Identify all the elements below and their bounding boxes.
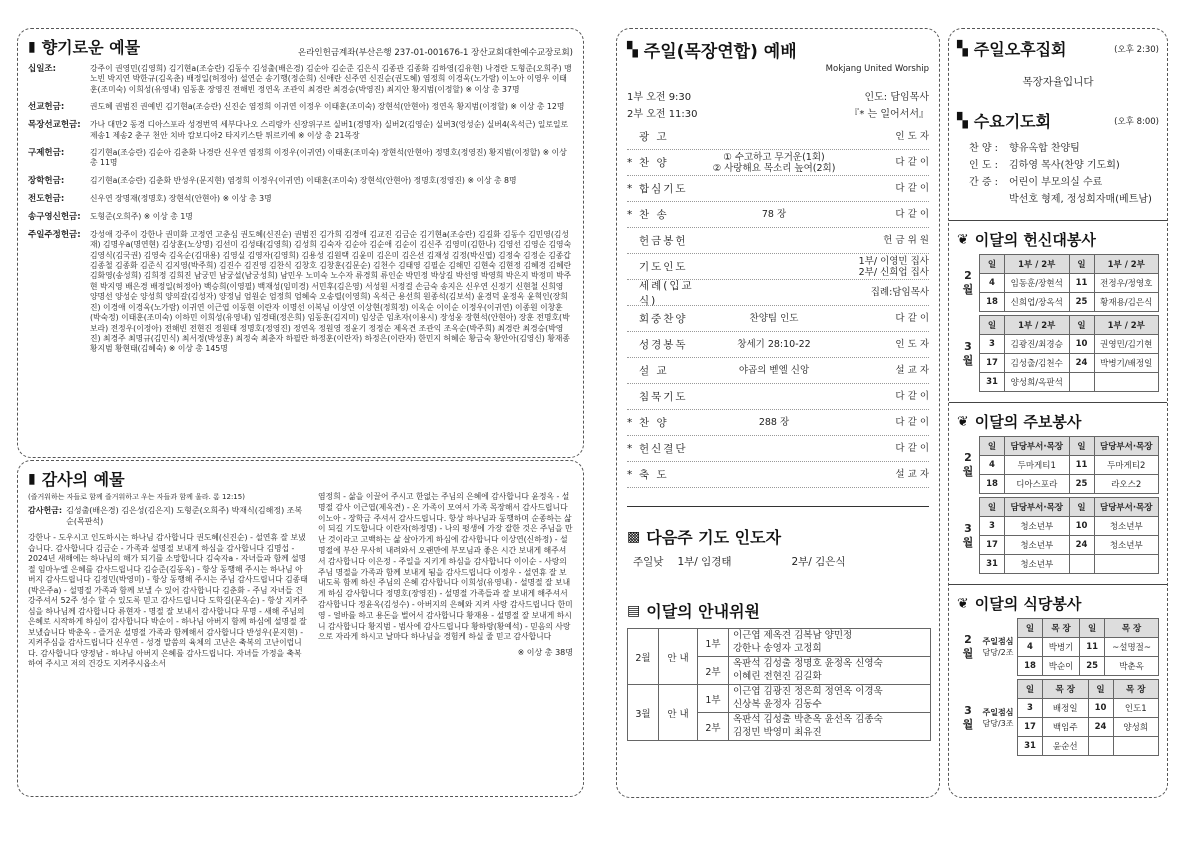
order-name: 헌금봉헌 [639,235,688,247]
order-right: 다 같 이 [895,157,929,168]
next-prayer-p2: 2부/ 김은식 [791,556,846,568]
wed-key: 찬 양 : [969,143,999,154]
dedication-title-wrap [957,229,1159,250]
offering-section [28,230,573,355]
duty-row [1018,638,1159,657]
order-row [627,306,929,332]
offerings-list [28,64,573,355]
duty-cell: 4 [1018,638,1043,657]
duty-sub-team: 담당/3조 [982,718,1014,728]
duty-cell: 청소년부 [1005,555,1070,574]
duty-header-cell: 일 [1088,680,1113,699]
order-name: 광 고 [639,131,669,143]
worship-order [627,124,929,488]
duty-cell: 4 [980,456,1005,475]
duty-header-cell: 일 [1018,680,1043,699]
offering-label: 장학헌금: [28,175,65,186]
duty-cell: 31 [980,555,1005,574]
square-dots-icon: ▚ [627,41,638,58]
dedication-title: 이달의 헌신대봉사 [974,231,1096,249]
bulletin-mar-block [957,497,1159,574]
duty-cell: 두마게티1 [1005,456,1070,475]
stripes-icon: ▤ [627,602,641,619]
duty-cell: 10 [1069,335,1094,354]
offering-label: 주일주정헌금: [28,229,81,240]
duty-cell [1113,737,1159,756]
wednesday-title: 수요기도회 [973,112,1052,131]
duty-cell: 18 [980,475,1005,494]
duty-table [979,254,1159,312]
guide-role: 안 내 [659,685,698,741]
month-label: 2 월 [962,451,974,478]
duty-header-cell: 일 [1069,316,1094,335]
duty-header-cell: 일 [1018,619,1043,638]
guide-part: 1부 [698,629,729,657]
duty-row [980,536,1159,555]
duty-header-cell: 일 [1080,619,1105,638]
order-right: 다 같 이 [895,417,929,428]
order-mid: ① 수고하고 무거운(1회) ② 사랑해요 목소리 높여(2회) [712,151,836,174]
duty-row [1018,737,1159,756]
wed-key: 인 도 : [969,160,999,171]
wed-line [969,174,1159,191]
afternoon-time: (오후 2:30) [1114,44,1159,55]
duty-cell: 24 [1069,354,1094,373]
offerings-title: 향기로운 예물 [41,38,141,57]
order-row [627,358,929,384]
order-row [627,332,929,358]
duty-cell: 청소년부 [1005,517,1070,536]
order-name: 세례(입교식) [639,279,694,307]
duty-header-cell: 1부 / 2부 [1005,255,1070,274]
order-star: * [627,208,633,221]
bulletin-title-wrap [957,411,1159,432]
flower-icon: ❦ [957,231,969,248]
duty-cell: 17 [980,354,1005,373]
kitchen-mar-block [957,679,1159,756]
offering-names: 가나 대만2 동경 디아스포라 성경번역 세부다나오 스리랑카 신장위구르 실버1(경명자) 실버2(김영순) 실버3(엉성순) 실버4(옥석근) 일로일로 제송1 제송2 춘구 천안 치바 캄보디아2 타지키스탄 튀르키예 ※ 이상 총 21목장 [90,120,569,140]
order-star: * [627,416,633,429]
duty-cell [1088,737,1113,756]
offerings-panel [17,28,584,458]
duty-header-cell: 일 [980,437,1005,456]
duty-cell: 김광진/최경승 [1005,335,1070,354]
duty-header-cell: 목 장 [1105,619,1159,638]
bulletin-feb-block [957,436,1159,494]
offering-names: 도형준(오희주) ※ 이상 총 1명 [90,211,193,221]
next-prayer-p1: 1부/ 임경태 [677,556,732,568]
offering-section [28,194,573,205]
duty-row [1018,657,1159,676]
order-right: 인 도 자 [895,131,929,142]
guides-table [627,628,931,741]
duty-header-cell: 일 [1069,255,1094,274]
order-right: 다 같 이 [895,443,929,454]
duty-header-cell: 담당부서·목장 [1094,498,1159,517]
wed-line [969,157,1159,174]
offering-section [28,148,573,169]
duty-table [979,315,1159,392]
worship-title-wrap [627,37,929,62]
offering-label: 송구영신헌금: [28,211,81,222]
order-name: 찬 송 [639,209,669,221]
order-star: * [627,442,633,455]
duty-header [980,437,1159,456]
guide-month: 2월 [628,629,659,685]
month-label: 3 월 [962,339,974,367]
duty-cell: 3 [980,517,1005,536]
order-right: 집례:담임목사 [870,287,929,298]
guide-names: 옥판석 김성출 정명호 윤정옥 신영숙 이혜린 전현진 김길화 [729,657,931,685]
dedication-mar-block [957,315,1159,392]
duty-cell [1094,555,1159,574]
guide-names: 옥판석 김성출 박춘옥 윤선옥 김종숙 김정민 박영미 최유진 [729,713,931,741]
duty-cell: 박병기 [1043,638,1080,657]
guide-names: 이근엽 제옥견 김복남 양민정 강한나 송영자 고정희 [729,629,931,657]
order-mid: 288 장 [758,417,790,428]
order-name: 성경봉독 [639,339,688,351]
kitchen-tables [957,618,1159,756]
thanks-total: ※ 이상 총 38명 [517,648,573,658]
duty-row [980,293,1159,312]
guide-part: 1부 [698,685,729,713]
duty-cell: 3 [980,335,1005,354]
duty-cell: 배정일 [1043,699,1089,718]
order-star: * [627,182,633,195]
order-name: 기도인도 [639,261,688,273]
order-right: 헌 금 위 원 [883,235,929,246]
offering-names: 김기현a(조승란) 김춘화 반성우(문지현) 염정희 이정우(이귀연) 이태훈(조미숙) 장현석(안현아) 정명호(정영진) ※ 이상 총 8명 [90,175,517,185]
duty-header-cell: 일 [980,255,1005,274]
guide-part: 2부 [698,713,729,741]
duty-row [980,555,1159,574]
duty-sub-label: 주일점심 [982,707,1014,717]
order-right: 설 교 자 [895,469,929,480]
duty-header-cell: 1부 / 2부 [1005,316,1070,335]
wed-value: 김하영 목사(찬양 기도회) [1009,160,1120,171]
duty-cell: 31 [980,373,1005,392]
order-star: * [627,468,633,481]
offering-names: 김기현a(조승란) 김순아 김춘화 나경란 신우연 염정희 이정우(이귀연) 이태훈(조미숙) 장현석(안현아) 정명호(정영진) 황지범(이정할) ※ 이상 총 11명 [90,148,567,168]
wednesday-title-wrap [957,109,1051,132]
duty-table [979,497,1159,574]
worship-subtitle: Mokjang United Worship [825,64,929,74]
thanks-title: 감사의 예물 [41,470,125,489]
dedication-tables [957,254,1159,392]
dedication-feb-block [957,254,1159,312]
guide-month: 3월 [628,685,659,741]
wed-value: 박선호 형제, 정성희자매(베트남) [1009,194,1152,205]
duty-header-cell: 목 장 [1043,680,1089,699]
offering-names: 강성애 강주이 강한나 권미화 고정연 고춘심 권도혜(신진순) 권범진 김가희 김경애 김교진 김금순 김기현a(조승란) 김길화 김동수 김민영(김성재) 김명우a(명연현) 김상훈(노상명) 김선미 김성태(김영희) 김성희 김숙자 김순아 김순애 김순이 김신주 김영미(김한나) 김영선 김영순 김영숙 김영식(김국권) 김영숙 김옥순(김대용) 김영실 김영자(김영희) 김용성 김원택 김윤미 김은미 김은선 김재성 김정(박신엽) 김정숙 김정순 김종갑 김종철 김종화 김준식 김지영(박주희) 김진수 김진영 김찬식 김창호 김창훈(김문순) 김천수 김태영 김필순 김해민 김현숙 김현정 김혜경 김혜란 김화영(송성희) 김희정 김희진 남궁민 남궁설(남궁성희) 남민우 노미숙 노수자 류경희 류인순 박민정 박상길 박선영 박영희 박은지 박정미 박주현 박지영 배은경 배정일(허정아) 백승희(이영필) 백재성(임미경) 서민후(김은영) 서성원 서정걸 손금숙 송지은 신우연 신정기 신현철 신희영 양명선 양성순 양성희 양의갈(김성자) 양정님 엄원순 엄정희 엄혜숙 오송렬(이영희) 옥석근 용선희 원종석(김보석) 윤경덕 윤정욱 윤혁인(장희진) 이경애 이경욱(노가람) 이귀연 이근엽 이동현 이란자 이명선 이복님 이상연 이상현(정희정) 이옥순 이이순 이정우(이귀연) 이종원 이창훈(박숙정) 이태훈(조미숙) 이하민 이희성(유영내) 임경태(정은희) 임동훈(김지미) 임상준 임초자(이용시) 장성웅 장현석(안현아) 장훈 전명호(박보라) 전정우(이정아) 전해빈 전현진 정원태 정명호(정영진) 정연옥 정원영 정윤기 정정순 제옥견 조관익 조옥순(박주희) 최경란 최경승(박영진) 최경주 최명규(김민식) 최서정(박성훈) 최정숙 최춘자 하필란 하정훈(이란자) 하정은(이란자) 한민지 허혜순 황금숙 황안아(김영신) 황재종 황지범 황현태(김혜숙) ※ 이상 총 145명 [90,229,572,354]
next-prayer-title-wrap [627,525,929,548]
order-name: 설 교 [639,365,669,377]
order-name: 찬 양 [639,157,669,169]
duty-cell: 24 [1069,536,1094,555]
duty-table [1017,679,1159,756]
duty-sub-team: 담당/2조 [982,648,1014,657]
duty-cell: 백임주 [1043,718,1089,737]
duty-cell: 두마게티2 [1094,456,1159,475]
duty-row [980,475,1159,494]
month-label: 3 월 [962,521,974,549]
order-right: 다 같 이 [895,183,929,194]
duty-header-cell: 목 장 [1043,619,1080,638]
order-name: 합심기도 [639,183,688,195]
order-right: 다 같 이 [895,209,929,220]
duty-cell: 김성출/김천수 [1005,354,1070,373]
bulletin-tables [957,436,1159,574]
guide-part: 2부 [698,657,729,685]
order-row [627,176,929,202]
offerings-title-wrap [28,35,140,58]
duty-header-cell: 목 장 [1113,680,1159,699]
order-row [627,436,929,462]
order-row [627,410,929,436]
duty-header-cell: 담당부서·목장 [1005,437,1070,456]
order-row [627,228,929,254]
offering-section [28,120,573,141]
offering-label: 목장선교헌금: [28,120,81,131]
duty-cell: 18 [1018,657,1043,676]
duty-header [980,498,1159,517]
duty-cell: 11 [1069,456,1094,475]
worship-panel [616,28,940,798]
thanks-donors: 김성출(배은경) 김은성(김은지) 도형준(오희주) 박재식(김해정) 조복순(목판석) [66,506,303,526]
bank-account: 온라인헌금계좌(부산은행 237-01-001676-1 장산교회대한예수교장로회) [298,48,573,58]
kitchen-feb-block [957,618,1159,676]
duty-cell: 25 [1080,657,1105,676]
offering-section [28,102,573,113]
offering-label: 전도헌금: [28,193,65,204]
square-dots-icon: ▚ [957,40,968,57]
guides-title: 이달의 안내위원 [646,602,760,621]
duty-header-cell: 1부 / 2부 [1094,316,1159,335]
guide-role: 안 내 [659,629,698,685]
order-name: 회중찬양 [639,313,688,325]
duty-header-cell: 담당부서·목장 [1005,498,1070,517]
wed-value: 향유옥합 찬양팀 [1009,143,1080,154]
wed-line [969,140,1159,157]
order-mid: 야곱의 벧엘 신앙 [738,365,810,376]
wed-line [969,191,1159,208]
order-row [627,124,929,150]
duty-row [1018,718,1159,737]
duty-cell: 양성희 [1113,718,1159,737]
duty-cell: 17 [1018,718,1043,737]
duty-cell: 임동훈/장현석 [1005,274,1070,293]
duty-cell: 25 [1069,293,1094,312]
duty-cell: 10 [1088,699,1113,718]
order-row [627,280,929,306]
duty-cell: 11 [1080,638,1105,657]
order-right: 다 같 이 [895,391,929,402]
order-name: 찬 양 [639,417,669,429]
duty-row [980,456,1159,475]
worship-time1: 1부 오전 9:30 [627,92,692,103]
checker-icon: ▩ [627,528,641,545]
offering-section [28,176,573,187]
order-name: 헌신결단 [639,443,688,455]
duty-row [980,335,1159,354]
order-row [627,202,929,228]
duty-sub-label: 주일점심 [982,637,1014,646]
wed-value: 어린이 부모의실 수료 [1009,177,1103,188]
afternoon-text: 목장자율입니다 [1022,76,1094,88]
guide-row [628,629,931,657]
duty-cell: 4 [980,274,1005,293]
duty-header-cell: 일 [980,498,1005,517]
bars-icon: ▮ [28,470,36,487]
duty-header-cell: 일 [980,316,1005,335]
offering-label: 구제헌금: [28,148,65,159]
duty-cell: 디아스포라 [1005,475,1070,494]
duty-cell [1069,555,1094,574]
next-prayer-label: 주일낮 [633,556,664,568]
order-mid: 찬양팀 인도 [749,313,799,324]
duty-header [980,255,1159,274]
duty-cell: 청소년부 [1094,517,1159,536]
order-right: 다 같 이 [895,313,929,324]
worship-time2: 2부 오전 11:30 [627,109,698,120]
duty-cell: 청소년부 [1094,536,1159,555]
thanks-verse: (즐거워하는 자들로 함께 즐거워하고 우는 자들과 함께 울라. 롬 12:15) [28,493,245,501]
order-mid: 78 장 [761,209,787,220]
duty-cell: 18 [980,293,1005,312]
duty-cell: 신희업/장옥석 [1005,293,1070,312]
offering-names: 신우연 장명재(정명호) 장현석(안현아) ※ 이상 총 3명 [90,193,272,203]
duty-cell: 박병기/배정일 [1094,354,1159,373]
offering-names: 강주이 권영민(김영희) 김기현a(조승란) 김동수 김성출(배은경) 김순아 김순준 김은식 김종관 김종화 김하영(김유현) 나경란 도형준(오희주) 맹노빈 박지연 박한규(김옥춘) 배정일(허정아) 설연순 송기행(정순희) 신애란 신주연 신진순(권도혜) 염정희 이경욱(노가람) 이노아 이영우 이태훈(조미숙) 이희성(유영내) 임동훈 장영진 전해빈 정연옥 조관익 최경란 최경승(박영진) 최지안 황지범(이정할) ※ 이상 총 37명 [90,64,572,94]
month-label: 2 월 [962,633,974,660]
wednesday-lines [957,140,1159,208]
right-panel [948,28,1168,798]
order-right: 1부/ 이영민 집사 2부/ 신희업 집사 [858,255,929,278]
duty-cell: ~설명절~ [1105,638,1159,657]
order-right: 설 교 자 [895,365,929,376]
duty-cell: 박춘옥 [1105,657,1159,676]
offering-label: 십일조: [28,64,57,74]
duty-row [980,517,1159,536]
afternoon-title: 주일오후집회 [973,40,1067,59]
order-name: 축 도 [639,469,669,481]
duty-header-cell: 1부 / 2부 [1094,255,1159,274]
duty-cell: 11 [1069,274,1094,293]
next-prayer-title: 다음주 기도 인도자 [646,528,782,547]
month-label: 2 월 [962,269,974,296]
order-name: 침묵기도 [639,391,688,403]
guide-row [628,685,931,713]
duty-cell: 24 [1088,718,1113,737]
thanks-donors-label: 감사헌금: [28,506,63,515]
worship-title: 주일(목장연합) 예배 [643,42,797,62]
order-right: 인 도 자 [895,339,929,350]
duty-cell: 3 [1018,699,1043,718]
guides-title-wrap [627,599,929,622]
guide-names: 이근엽 김광진 정은희 정연옥 이경욱 신상복 윤정자 김동수 [729,685,931,713]
offering-section [28,212,573,223]
duty-cell: 양성희/옥판석 [1005,373,1070,392]
duty-cell: 라오스2 [1094,475,1159,494]
duty-cell: 31 [1018,737,1043,756]
duty-header [1018,680,1159,699]
duty-table [979,436,1159,494]
offering-label: 선교헌금: [28,102,65,113]
duty-header [1018,619,1159,638]
thanks-right-text: 염정희 - 삶을 이끌어 주시고 한없는 주님의 은혜에 감사합니다 윤정옥 - 설명절 감사 이근엽(제옥견) - 온 가족이 모여서 가족 목장해서 감사드립니다 이노아 - 장학금 주셔서 감사드립니다. 항상 하나님과 동행하며 순종하는 삶이 되길 기도합니다 이란자(하정명) - 나의 평생에 가장 잘한 것은 주님을 만난 것이라고 고백하는 삶 살아가게 하심에 감사합니다 이상연(신하정) - 설명절에 부산 무사히 내려와서 오랜만에 부모님과 좋은 시간 보내게 해주셔서 감사합니다 이은정 - 주일을 지키게 하심을 감사합니다 이이순 - 사랑의 주님 명절을 가족과 함께 보내게 됨을 감사드립니다 이정우 - 설연휴 잘 보내도록 함께 하신 주님의 은혜 감사합니다 이희성(유영내) - 설명절 잘 보내게 하심 감사합니다 정명호(장영진) - 설명절 가족들과 잘 보내게 해주셔서 감사합니다 정윤옥(김성수) - 아버지의 은혜와 지켜 사랑 감사드립니다 한미영 - 얼바를 하고 용돈을 벌어서 감사합니다 황재용 - 설명절 잘 보내게 하시니 감사합니다 황지범 - 범사에 감사드립니다 황하랑(황예석) - 믿음의 사랑으로 자라게 하시고 날마다 하나님을 경험케 하실 줄 믿고 감사합니다 [318,492,573,642]
thanks-left-text: 강한나 - 도우시고 인도하시는 하나님 감사합니다 권도혜(신진순) - 설연휴 잘 보냈습니다. 감사합니다 김금순 - 가족과 설명절 보내게 하심을 감사합니다 김명섭 - 2024년 새해에는 하나님의 해가 되기를 소망합니다 김숙자a - 자녀들과 함께 설명절 임마누엘 은혜를 감사드립니다 김승준(김동옥) - 항상 동행해 주시는 하나님 아버지 감사드립니다 김정민(박영미) - 항상 동행해 주시는 주님 감사드립니다 김종태(박은주a) - 설명절 가족과 함께 보낼 수 있어 감사합니다 김춘화 - 주님 자녀들 건강주셔서 52주 성수 할 수 있도록 믿고 감사드립니다 도학길(문옥순) - 항상 지켜주심을 하나님께 감사합니다 류현자 - 명절 잘 보내서 감사합니다 무명 - 새해 주님의 은혜로 시작하게 하심이 감사합니다 박순이 - 하나님 아버지 함께 하심에 설명절 잘 보냈습니다 박춘옥 - 즐거운 설명절 가족과 함께해서 감사합니다 반성우(문지현) - 지켜주심을 감사드립니다 신우연 - 성경 말씀의 육체의 고난은 축복의 고난이럽니다. 감사합니다 양정남 - 하나님 아버지 은혜를 감사드립니다. 자녀들 가정을 축복하여 주시고 저의 건강도 지켜주시옵소서 [28,533,308,668]
duty-cell: 인도1 [1113,699,1159,718]
flower-icon: ❦ [957,413,969,430]
duty-header-cell: 담당부서·목장 [1094,437,1159,456]
wed-key [969,191,1009,208]
duty-row [980,274,1159,293]
duty-cell: 권영민/김기현 [1094,335,1159,354]
month-label: 3 월 [962,703,974,731]
offering-names: 권도혜 권범진 권예빈 김기현a(조승란) 신진순 염정희 이귀연 이정우 이태훈(조미숙) 장현석(안현아) 정연옥 황지범(이정할) ※ 이상 총 12명 [90,102,565,112]
offering-section [28,64,573,95]
duty-cell [1069,373,1094,392]
order-star: * [627,156,633,169]
thanks-title-wrap [28,467,573,490]
order-mid: 창세기 28:10-22 [737,339,811,350]
worship-leader: 인도: 담임목사 [864,92,929,103]
duty-row [980,354,1159,373]
thanks-panel [17,460,584,797]
duty-cell: 청소년부 [1005,536,1070,555]
duty-table [1017,618,1159,676]
duty-header [980,316,1159,335]
duty-row [1018,699,1159,718]
duty-sub [979,707,1017,729]
duty-cell: 윤순선 [1043,737,1089,756]
order-row [627,254,929,280]
duty-cell: 전정우/정영호 [1094,274,1159,293]
bulletin-title: 이달의 주보봉사 [974,413,1082,431]
duty-cell: 황재용/김은식 [1094,293,1159,312]
order-row [627,384,929,410]
square-dots-icon: ▚ [957,112,968,129]
kitchen-title-wrap [957,593,1159,614]
duty-cell [1094,373,1159,392]
bars-icon: ▮ [28,38,36,55]
flower-icon: ❦ [957,595,969,612]
kitchen-title: 이달의 식당봉사 [974,595,1082,613]
duty-row [980,373,1159,392]
duty-header-cell: 일 [1069,498,1094,517]
order-row [627,150,929,176]
duty-sub [979,636,1017,658]
duty-cell: 박순이 [1043,657,1080,676]
duty-cell: 10 [1069,517,1094,536]
afternoon-title-wrap [957,37,1067,60]
order-row [627,462,929,488]
wed-key: 간 증 : [969,177,999,188]
duty-cell: 17 [980,536,1005,555]
worship-theme: 『* 는 일어서서』 [849,109,929,120]
duty-header-cell: 일 [1069,437,1094,456]
wednesday-time: (오후 8:00) [1114,116,1159,127]
duty-cell: 25 [1069,475,1094,494]
